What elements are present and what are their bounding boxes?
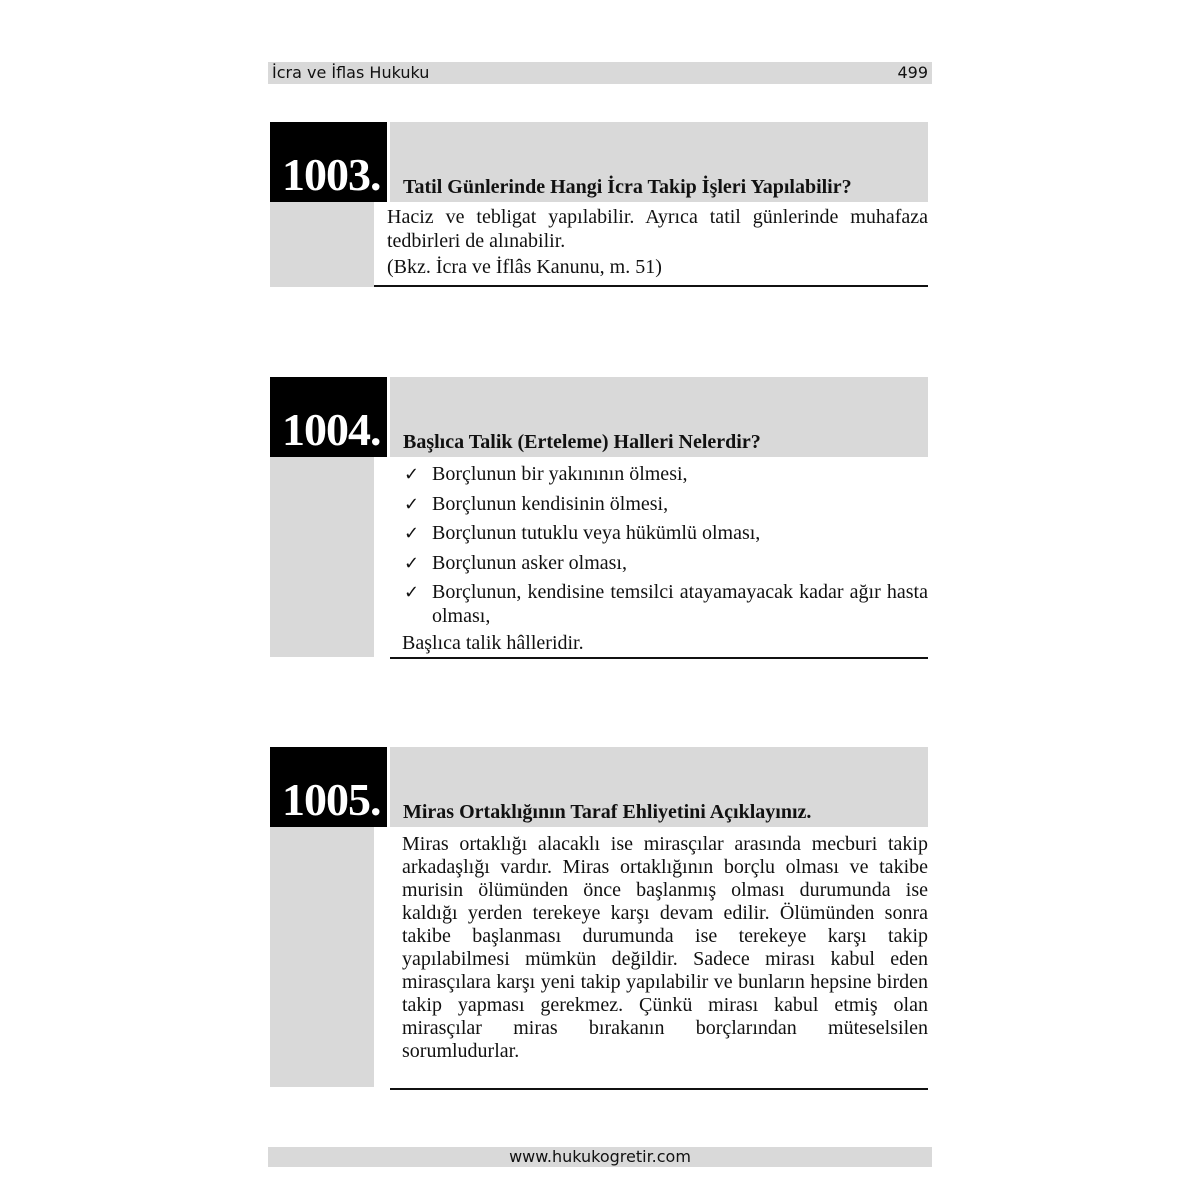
page-number: 499 [897,63,928,82]
talik-list [402,463,928,628]
question-1004 [270,377,930,659]
question-answer [402,463,928,656]
question-1003 [270,122,930,290]
website-link[interactable]: www.hukukogretir.com [509,1147,691,1166]
question-title: Başlıca Talik (Erteleme) Halleri Nelerdir? [403,431,761,453]
book-title: İcra ve İflas Hukuku [272,63,430,82]
question-title: Tatil Günlerinde Hangi İcra Takip İşleri Yapılabilir? [403,176,852,198]
question-answer: Miras ortaklığı alacaklı ise mirasçılar arasında mecburi takip arkadaşlığı vardır. Miras ortaklığının borçlu olması ve takibe murisin ölümünden önce başlanmış olması durumunda ise kaldığı yerden terekeye karşı devam edilir. Ölümünden sonra takibe başlanması durumunda ise terekeye karşı takip yapılabilmesi mümkün değildir. Sadece mirası kabul eden mirasçılara karşı yeni takip yapılabilir ve bunların hepsine birden takip yapması gerekmez. Çünkü mirası kabul etmiş olan mirasçılar miras bırakanın borçlarından müteselsilen sorumludurlar. [402,833,928,1062]
checkmark-icon: ✓ [404,493,420,515]
answer-underline [390,657,928,659]
list-item: ✓ Borçlunun asker olması, [404,551,627,574]
question-number: 1003. [270,122,390,202]
list-item: ✓ Borçlunun kendisinin ölmesi, [404,492,669,515]
checkmark-icon: ✓ [404,523,420,544]
question-side-bar [270,202,374,287]
question-title: Miras Ortaklığının Taraf Ehliyetini Açıklayınız. [403,801,812,823]
answer-underline [374,285,928,287]
checkmark-icon: ✓ [404,552,420,574]
answer-reference: (Bkz. İcra ve İflâs Kanunu, m. 51) [387,256,662,278]
list-item: ✓ Borçlunun, kendisine temsilci atayamayacak kadar ağır hasta olması, [404,581,928,627]
page-footer [268,1147,932,1167]
question-side-bar [270,457,374,657]
question-answer [387,206,928,280]
list-item: ✓ Borçlunun tutuklu veya hükümlü olması, [404,522,761,544]
answer-underline [390,1088,928,1090]
question-number: 1005. [270,747,390,827]
checkmark-icon: ✓ [404,464,420,485]
question-number: 1004. [270,377,390,457]
answer-text: Haciz ve tebligat yapılabilir. Ayrıca tatil günlerinde muhafaza tedbirleri de alınabilir. [387,206,928,252]
list-conclusion: Başlıca talik hâlleridir. [402,632,584,654]
question-side-bar [270,827,374,1087]
page-header [268,62,932,84]
checkmark-icon: ✓ [404,582,420,603]
question-1005 [270,747,930,1091]
list-item: ✓ Borçlunun bir yakınının ölmesi, [404,463,688,485]
